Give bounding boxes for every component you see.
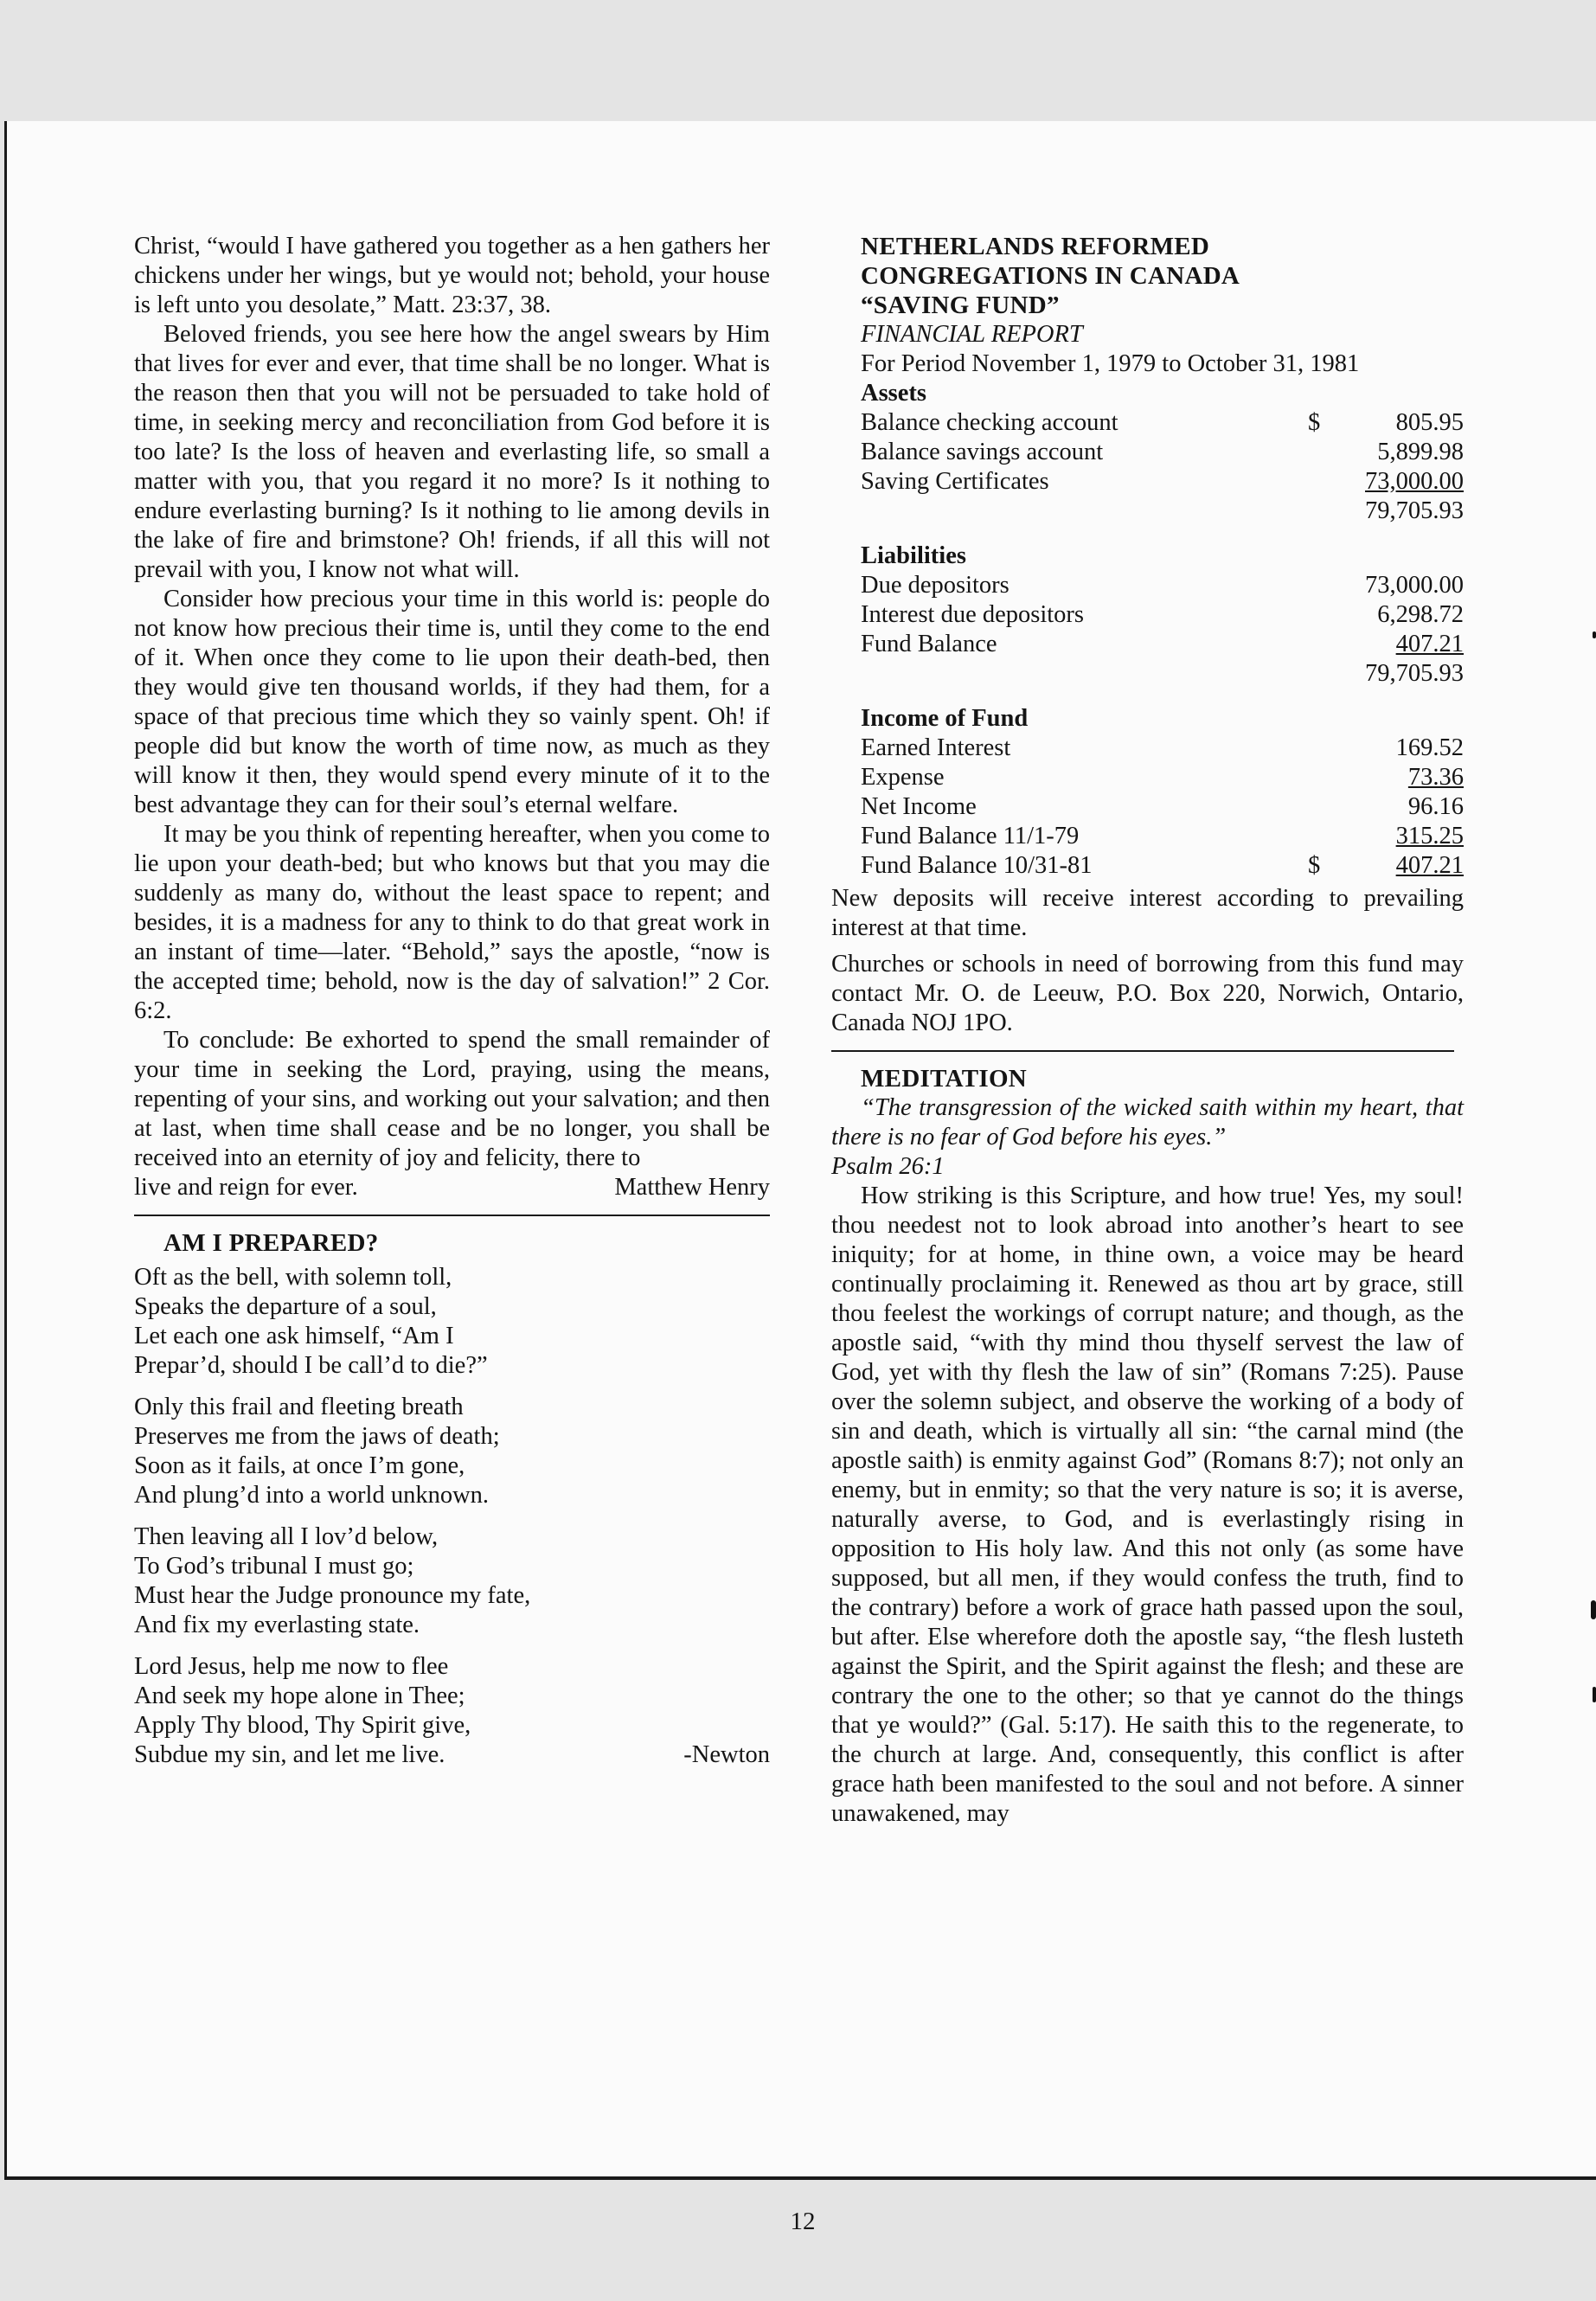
income-row [831, 763, 1464, 792]
page-number: 12 [790, 2208, 816, 2235]
poem-author: -Newton [683, 1741, 770, 1768]
row-amount: 805.95 [1395, 409, 1464, 436]
sermon-paragraph: To conclude: Be exhorted to spend the small remainder of your time in seeking the Lord, praying, using the means, repenting of your sins, and working out your salvation; and then at last, when time shall cease and be no longer, you shall be received into an eternity of joy and felicity, there to [134, 1027, 770, 1171]
contact-note: Churches or schools in need of borrowing from this fund may contact Mr. O. de Leeuw, P.O. Box 220, Norwich, Ontario, Canada NOJ 1PO. [831, 951, 1464, 1036]
divider [831, 1050, 1454, 1052]
row-amount: 407.21 [1395, 631, 1464, 657]
poem-line: And seek my hope alone in Thee; [134, 1682, 465, 1709]
currency-sign: $ [1308, 852, 1321, 879]
meditation-title: MEDITATION [861, 1065, 1028, 1093]
poem-line: Preserves me from the jaws of death; [134, 1423, 500, 1450]
poem-line: Oft as the bell, with solemn toll, [134, 1264, 452, 1291]
liabilities-row [831, 600, 1464, 630]
row-label: Due depositors [861, 572, 1010, 599]
sermon-paragraph: It may be you think of repenting hereafter, when you come to lie upon your death-bed; but who knows but that you may die suddenly as many do, without the least space to repent; and besides, it is a madness for any to think to do that great work in an instant of time—later. “Behold,” says the apostle, “now is the accepted time; behold, now is the day of salvation!” 2 Cor. 6:2. [134, 821, 770, 1024]
row-label: Balance checking account [861, 409, 1118, 436]
row-label: Fund Balance 11/1-79 [861, 823, 1080, 849]
liabilities-row [831, 630, 1464, 659]
income-row [831, 792, 1464, 822]
poem-last-line-row [134, 1740, 770, 1770]
meditation-reference: Psalm 26:1 [831, 1153, 945, 1180]
edge-mark [1593, 1687, 1596, 1702]
edge-mark [1593, 631, 1596, 638]
poem-line: To God’s tribunal I must go; [134, 1553, 414, 1580]
poem-line: Lord Jesus, help me now to flee [134, 1653, 449, 1680]
poem-line: Must hear the Judge pronounce my fate, [134, 1582, 531, 1609]
poem-line: And plung’d into a world unknown. [134, 1482, 490, 1509]
income-heading: Income of Fund [861, 705, 1029, 732]
divider [134, 1215, 770, 1216]
row-amount: 407.21 [1395, 852, 1464, 879]
row-amount: 315.25 [1395, 823, 1464, 849]
deposit-note: New deposits will receive interest according to prevailing interest at that time. [831, 885, 1464, 941]
sermon-paragraph: Beloved friends, you see here how the angel swears by Him that lives for ever and ever, that time shall be no longer. What is the reason then that you will not be persuaded to take hold of time, in seeking mercy and reconciliation from God before it is too late? Is the loss of heaven and everlasting life, so small a matter with you, that you regard it no more? Is it nothing to endure everlasting burning? Is it nothing to lie among devils in the lake of fire and brimstone? Oh! friends, if all this will not prevail with you, I know not what will. [134, 321, 770, 583]
row-amount: 73.36 [1407, 764, 1464, 791]
liabilities-total-row [831, 659, 1464, 689]
poem-line: Then leaving all I lov’d below, [134, 1523, 439, 1550]
poem-stanza [134, 1393, 770, 1510]
row-label: Net Income [861, 793, 977, 820]
currency-sign: $ [1308, 409, 1321, 436]
poem-line: Only this frail and fleeting breath [134, 1394, 464, 1420]
liabilities-row [831, 571, 1464, 600]
meditation-quote: “The transgression of the wicked saith within my heart, that there is no fear of God before his eyes.” [831, 1094, 1464, 1150]
liabilities-heading: Liabilities [861, 542, 966, 569]
poem-stanza [134, 1522, 770, 1640]
row-label: Fund Balance [861, 631, 997, 657]
row-amount: 96.16 [1407, 793, 1464, 820]
assets-row [831, 438, 1464, 467]
right-column [831, 232, 1464, 1829]
row-label: Saving Certificates [861, 468, 1049, 495]
liabilities-total: 79,705.93 [1365, 660, 1464, 687]
row-amount: 169.52 [1395, 734, 1464, 761]
row-label: Fund Balance 10/31-81 [861, 852, 1093, 879]
poem-line: Apply Thy blood, Thy Spirit give, [134, 1712, 471, 1739]
row-amount: 6,298.72 [1377, 601, 1464, 628]
meditation-body: How striking is this Scripture, and how true! Yes, my soul! thou needest not to look abroad into another’s heart to see iniquity; for at home, in thine own, a voice may be heard continually proclaiming it. Renewed as thou art by grace, still thou feelest the workings of corrupt nature; and though, as the apostle said, “with thy mind thou thyself servest the law of God, yet with thy flesh the law of sin” (Romans 7:25). Pause over the solemn subject, and observe the working of a body of sin and death, which is virtually all sin: “the carnal mind (the apostle saith) is enmity against God” (Romans 8:7); not only an enemy, but in enmity; so that the very nature is so; it is averse, naturally averse, to God, and is everlastingly rising in opposition to His holy law. And this not only (as some have supposed, but all men, if they would confess the truth, find to the contrary) before a work of grace hath passed upon the soul, but after. Else wherefore doth the apostle say, “the flesh lusteth against the Spirit, and the Spirit against the flesh; and these are contrary the one to the other; so that ye cannot do the things that ye would?” (Gal. 5:17). He saith this to the regenerate, to the church at large. And, consequently, this conflict is after grace hath been manifested to the soul and not before. A sinner unawakened, may [831, 1183, 1464, 1827]
document-page [4, 121, 1596, 2235]
report-period: For Period November 1, 1979 to October 31, 1981 [861, 350, 1360, 377]
assets-row [831, 408, 1464, 438]
report-title-line: CONGREGATIONS IN CANADA [861, 262, 1240, 290]
sermon-paragraph: Consider how precious your time in this world is: people do not know how precious their time is, until they come to the end of it. When once they come to lie upon their death-bed, then they would give ten thousand worlds, if they had them, for a space of that precious time which they so vainly spent. Oh! if people did but know the worth of time now, as much as they will know it then, they would spend every minute of it to the best advantage they can for their soul’s eternal welfare. [134, 586, 770, 818]
poem-line: Subdue my sin, and let me live. [134, 1741, 445, 1768]
sermon-signoff [134, 1173, 770, 1202]
income-row [831, 734, 1464, 763]
sermon-last-line: live and reign for ever. [134, 1174, 358, 1201]
row-label: Earned Interest [861, 734, 1011, 761]
income-row [831, 851, 1464, 881]
poem-line: Soon as it fails, at once I’m gone, [134, 1452, 465, 1479]
poem-line: And fix my everlasting state. [134, 1612, 420, 1638]
assets-heading: Assets [861, 380, 926, 407]
report-title-line: “SAVING FUND” [861, 292, 1060, 319]
sermon-paragraph: Christ, “would I have gathered you together as a hen gathers her chickens under her wings, but ye would not; behold, your house is left unto you desolate,” Matt. 23:37, 38. [134, 233, 770, 318]
edge-mark [1591, 1600, 1596, 1619]
poem-stanza [134, 1263, 770, 1381]
poem-line: Let each one ask himself, “Am I [134, 1323, 454, 1349]
row-amount: 73,000.00 [1365, 572, 1464, 599]
assets-total-row [831, 497, 1464, 526]
poem-stanza [134, 1652, 770, 1770]
poem-line: Prepar’d, should I be call’d to die?” [134, 1352, 488, 1379]
row-label: Expense [861, 764, 945, 791]
report-subtitle: FINANCIAL REPORT [861, 321, 1083, 348]
income-row [831, 822, 1464, 851]
poem-line: Speaks the departure of a soul, [134, 1293, 437, 1320]
left-column [134, 232, 770, 1770]
sermon-author: Matthew Henry [614, 1174, 770, 1201]
report-title-line: NETHERLANDS REFORMED [861, 233, 1210, 260]
row-amount: 73,000.00 [1365, 468, 1464, 495]
poem-title: AM I PREPARED? [163, 1229, 379, 1257]
row-amount: 5,899.98 [1377, 439, 1464, 465]
row-label: Interest due depositors [861, 601, 1085, 628]
assets-row [831, 467, 1464, 497]
assets-total: 79,705.93 [1365, 497, 1464, 524]
row-label: Balance savings account [861, 439, 1104, 465]
